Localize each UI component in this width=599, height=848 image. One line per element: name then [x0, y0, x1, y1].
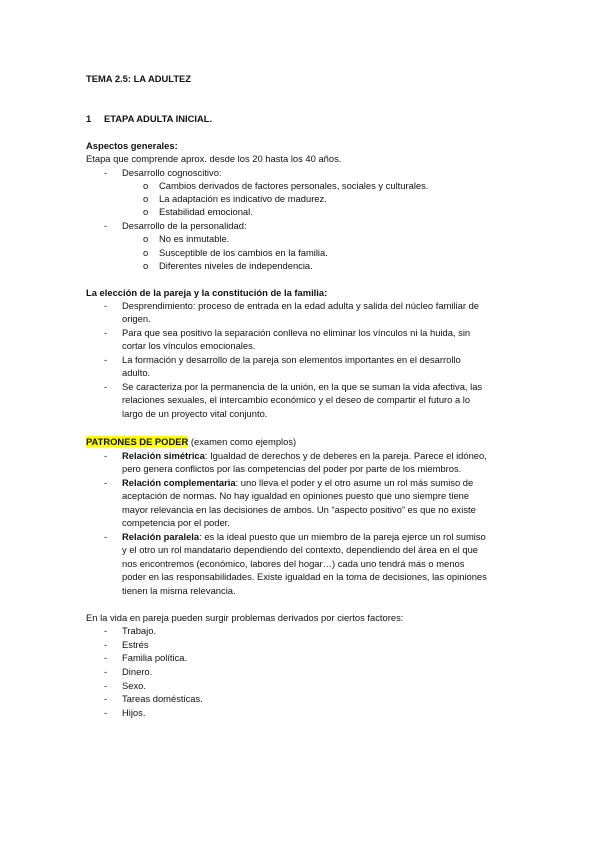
page-title: TEMA 2.5: LA ADULTEZ	[86, 73, 192, 84]
term-label: Relación complementaria	[122, 477, 236, 488]
dash-bullet: -	[104, 680, 108, 691]
dash-bullet: -	[104, 652, 108, 663]
aspectos-intro: Etapa que comprende aprox. desde los 20 hasta los 40 años.	[86, 153, 342, 164]
dash-bullet: -	[104, 300, 108, 311]
term-label: Relación simétrica	[122, 450, 205, 461]
dash-bullet: -	[104, 327, 108, 338]
list-item-continuation: aceptación de normas. No hay igualdad en opiniones puesto que uno siempre tiene	[122, 490, 470, 501]
dash-bullet: -	[104, 220, 108, 231]
circle-bullet: o	[143, 260, 149, 271]
term-definition: : es la ideal puesto que un miembro de la pareja ejerce un rol sumiso	[199, 531, 486, 542]
list-item-text: Familia política.	[122, 652, 188, 663]
list-item-label: Desarrollo de la personalidad:	[122, 220, 247, 231]
list-item-text: Sexo.	[122, 680, 146, 691]
aspectos-heading: Aspectos generales:	[86, 140, 178, 151]
dash-bullet: -	[104, 477, 108, 488]
sub-item-text: Cambios derivados de factores personales, sociales y culturales.	[159, 180, 429, 191]
sub-item-text: Susceptible de los cambios en la familia.	[159, 247, 328, 258]
dash-bullet: -	[104, 707, 108, 718]
list-item-continuation: origen.	[122, 313, 151, 324]
list-item-text: Hijos.	[122, 707, 146, 718]
dash-bullet: -	[104, 625, 108, 636]
section-title: ETAPA ADULTA INICIAL.	[104, 113, 213, 124]
list-item-text: Para que sea positivo la separación conlleva no eliminar los vínculos ni la huida, sin	[122, 327, 471, 338]
list-item-text: La formación y desarrollo de la pareja son elementos importantes en el desarrollo	[122, 354, 461, 365]
term-label: Relación paralela	[122, 531, 200, 542]
list-item-text: Tareas domésticas.	[122, 693, 203, 704]
sub-item-text: Diferentes niveles de independencia.	[159, 260, 313, 271]
dash-bullet: -	[104, 167, 108, 178]
patrones-heading: PATRONES DE PODER	[86, 436, 189, 447]
list-item-continuation: adulto.	[122, 367, 151, 378]
circle-bullet: o	[143, 180, 149, 191]
list-item-text: Se caracteriza por la permanencia de la unión, en la que se suman la vida afectiva, las	[122, 381, 483, 392]
list-item-continuation: largo de un proyecto vital conjunto.	[122, 408, 268, 419]
list-item-continuation: relaciones sexuales, el intercambio económico y el deseo de compartir el futuro a lo	[122, 394, 471, 405]
circle-bullet: o	[143, 247, 149, 258]
eleccion-heading: La elección de la pareja y la constitución de la familia:	[86, 287, 328, 298]
list-item-continuation: poder en las responsabilidades. Existe igualdad en la toma de decisiones, las opiniones	[122, 571, 487, 582]
dash-bullet: -	[104, 693, 108, 704]
list-item-text: Desprendimiento: proceso de entrada en la edad adulta y salida del núcleo familiar de	[122, 300, 479, 311]
term-definition: : uno lleva el poder y el otro asume un rol más sumiso de	[235, 477, 474, 488]
circle-bullet: o	[143, 233, 149, 244]
dash-bullet: -	[104, 666, 108, 677]
term-definition: : Igualdad de derechos y de deberes en la pareja. Parece el idóneo,	[204, 450, 487, 461]
dash-bullet: -	[104, 531, 108, 542]
problemas-intro: En la vida en pareja pueden surgir problemas derivados por ciertos factores:	[86, 612, 404, 623]
circle-bullet: o	[143, 206, 149, 217]
sub-item-text: No es inmutable.	[159, 233, 230, 244]
list-item-continuation: pero genera conflictos por las competencias del poder por parte de los miembros.	[122, 463, 462, 474]
dash-bullet: -	[104, 450, 108, 461]
circle-bullet: o	[143, 193, 149, 204]
list-item-continuation: y el otro un rol mandatario dependiendo del contexto, dependiendo del área en el que	[122, 544, 478, 555]
sub-item-text: Estabilidad emocional.	[159, 206, 253, 217]
dash-bullet: -	[104, 354, 108, 365]
list-item-continuation: mayor relevancia en las decisiones de ambos. Un “aspecto positivo” es que no existe	[122, 504, 476, 515]
list-item-text: Dinero.	[122, 666, 153, 677]
list-item-label: Desarrollo cognoscitivo:	[122, 167, 222, 178]
patrones-heading-note: (examen como ejemplos)	[190, 436, 297, 447]
list-item-text: Estrés	[122, 639, 149, 650]
section-number: 1	[86, 113, 92, 124]
dash-bullet: -	[104, 639, 108, 650]
sub-item-text: La adaptación es indicativo de madurez.	[159, 193, 327, 204]
list-item-continuation: nos encontremos (económico, labores del hogar…) cada uno tendrá más o menos	[122, 558, 465, 569]
list-item-text: Trabajo.	[122, 625, 157, 636]
list-item-continuation: competencia por el poder.	[122, 517, 230, 528]
list-item-continuation: cortar los vínculos emocionales.	[122, 340, 256, 351]
dash-bullet: -	[104, 381, 108, 392]
list-item-continuation: tienen la misma relevancia.	[122, 585, 236, 596]
patrones-heading-row	[86, 436, 296, 448]
